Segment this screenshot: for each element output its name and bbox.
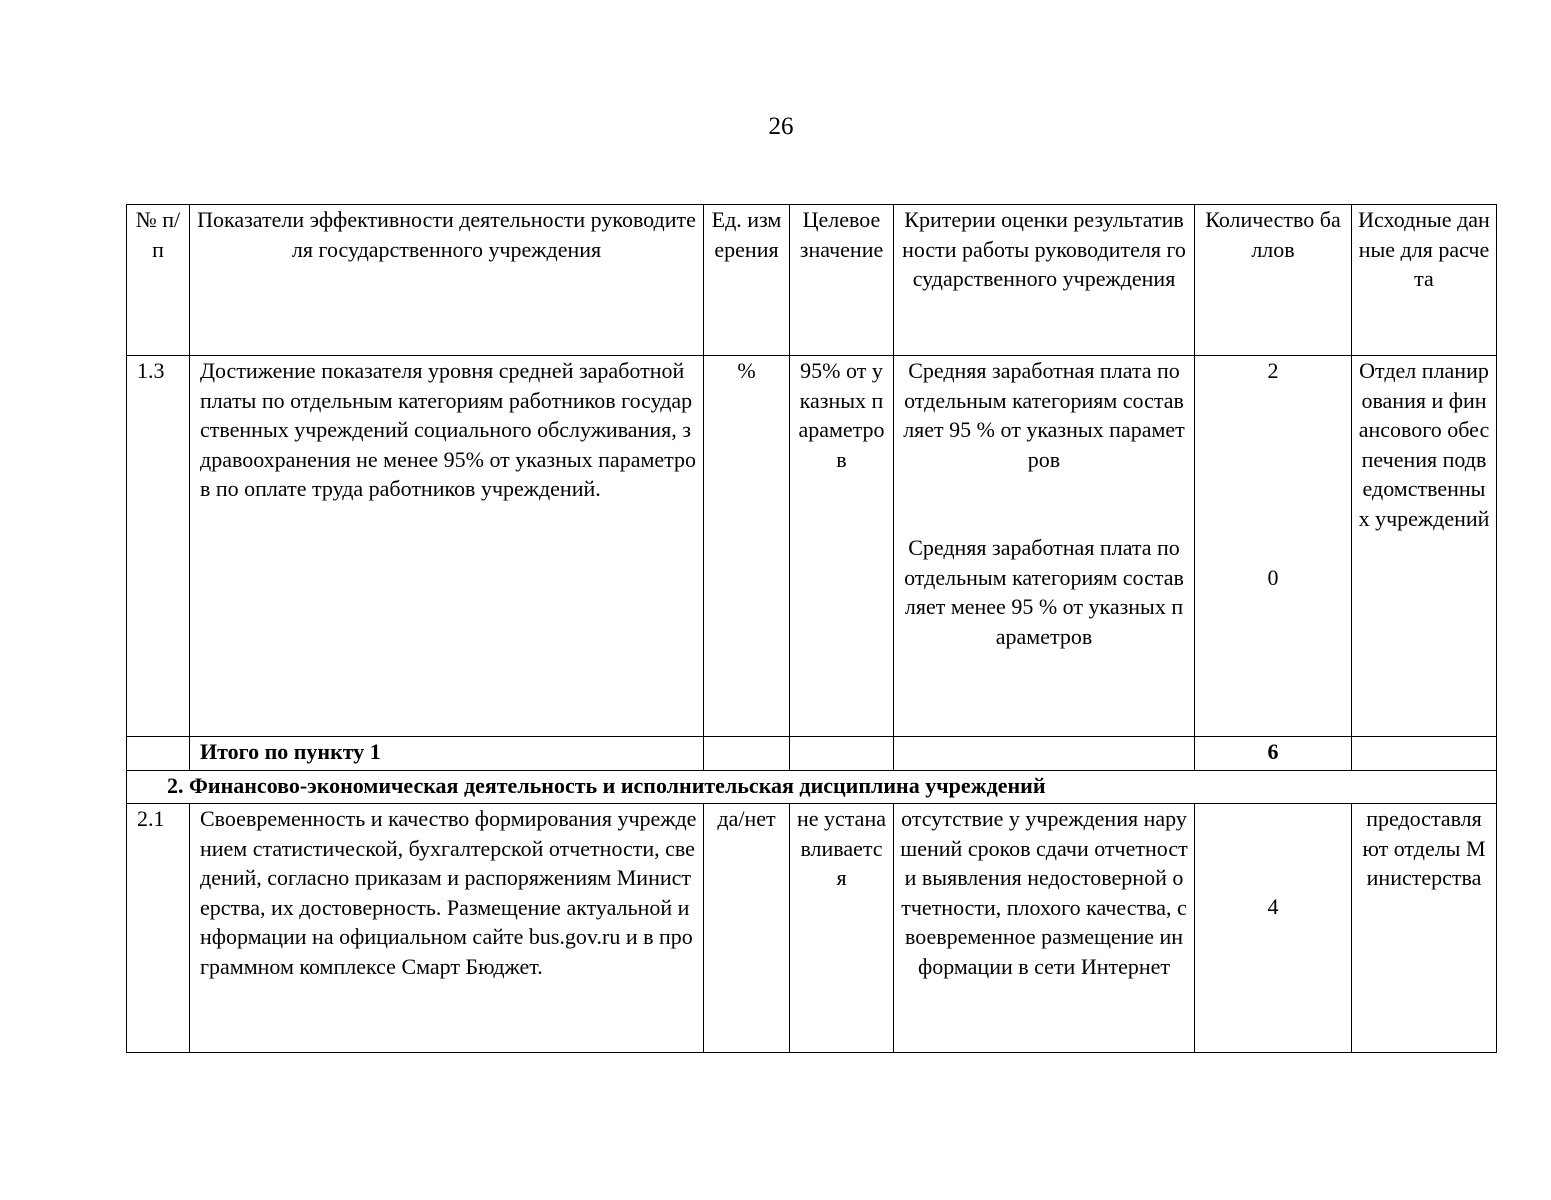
row-1-3-num: 1.3 [127,356,190,737]
total-score: 6 [1195,737,1352,771]
row-2-1-target: не устанавливается [790,804,894,1053]
row-2-1-source: предоставляют отделы Министерства [1352,804,1497,1053]
row-1-3-criteria-1: Средняя заработная плата по отдельным категориям составляет 95 % от указных параметров [903,358,1185,472]
row-1-3-score-2: 0 [1267,564,1279,590]
row-2-1-unit: да/нет [704,804,790,1053]
section-row [127,771,1497,804]
total-num-cell [127,737,190,771]
header-indicator: Показатели эффективности деятельности руководителя государственного учреждения [190,205,704,356]
total-target-cell [790,737,894,771]
page-number: 26 [768,113,794,140]
total-source-cell [1352,737,1497,771]
row-2-1-criteria: отсутствие у учреждения нарушений сроков сдачи отчетности выявления недостоверной отчетности, плохого качества, своевременное размещение информации в сети Интернет [894,804,1195,1053]
table-row [127,356,1497,737]
row-1-3-unit: % [704,356,790,737]
total-row [127,737,1497,771]
header-source: Исходные данные для расчета [1352,205,1497,356]
row-1-3-source: Отдел планирования и финансового обеспечения подведомственных учреждений [1352,356,1497,737]
section-2-title: 2. Финансово-экономическая деятельность и исполнительская дисциплина учреждений [127,771,1497,804]
total-criteria-cell [894,737,1195,771]
row-1-3-criteria [894,356,1195,737]
row-1-3-criteria-2: Средняя заработная плата по отдельным категориям составляет менее 95 % от указных параметров [904,535,1184,649]
row-1-3-target: 95% от указных параметров [790,356,894,737]
header-score: Количество баллов [1195,205,1352,356]
row-1-3-indicator: Достижение показателя уровня средней заработной платы по отдельным категориям работников государственных учреждений социального обслуживания, здравоохранения не менее 95% от указных параметров по оплате труда работников учреждений. [190,356,704,737]
row-2-1-indicator: Своевременность и качество формирования учреждением статистической, бухгалтерской отчетности, сведений, согласно приказам и распоряжениям Министерства, их достоверность. Размещение актуальной информации на официальном сайте bus.gov.ru и в программном комплексе Смарт Бюджет. [190,804,704,1053]
row-1-3-score [1195,356,1352,737]
header-num: № п/п [127,205,190,356]
row-2-1-score: 4 [1267,894,1279,919]
row-2-1-num: 2.1 [127,804,190,1053]
total-unit-cell [704,737,790,771]
row-1-3-score-1: 2 [1267,358,1279,383]
total-label: Итого по пункту 1 [190,737,704,771]
header-target: Целевое значение [790,205,894,356]
header-unit: Ед. измерения [704,205,790,356]
table-row [127,804,1497,1053]
header-criteria: Критерии оценки результативности работы руководителя государственного учреждения [894,205,1195,356]
row-2-1-score-cell [1195,804,1352,1053]
table-header-row [127,205,1497,356]
indicators-table [126,204,1497,1053]
